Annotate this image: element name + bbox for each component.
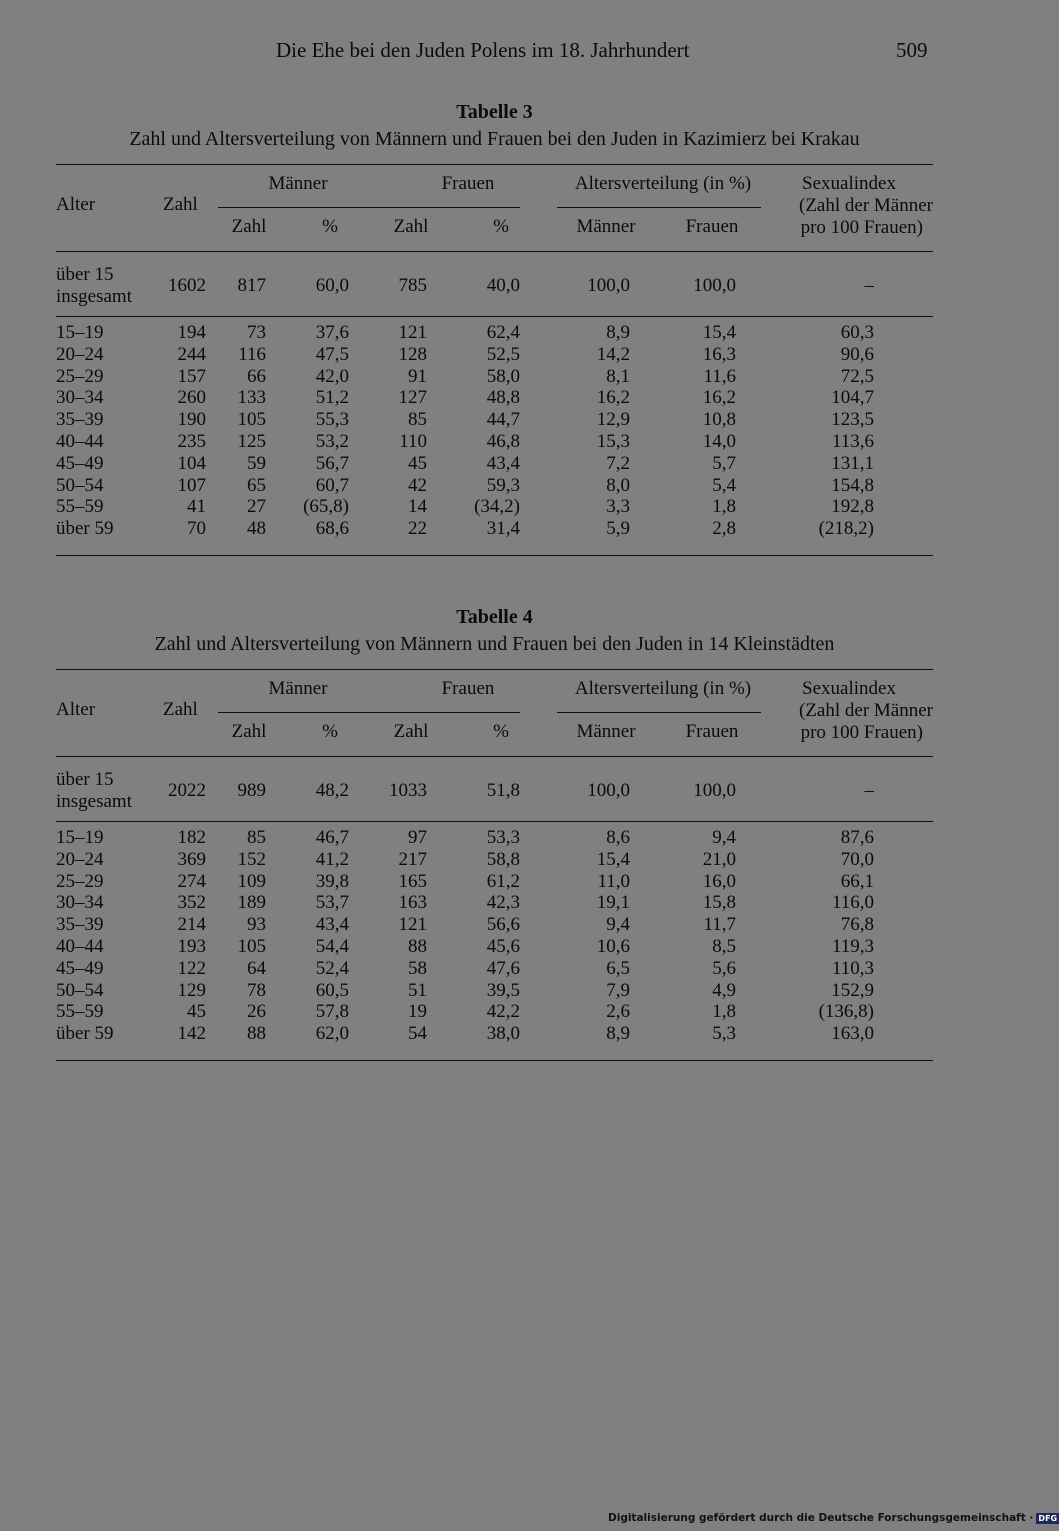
cell-av-maenner: 11,0: [597, 870, 630, 892]
dfg-logo: DFG: [1038, 1513, 1058, 1523]
cell-frauen-zahl: 110: [399, 430, 427, 452]
header-sexualindex-line2: (Zahl der Männer: [799, 195, 933, 216]
table-row: [56, 431, 933, 453]
cell-av-maenner: 7,2: [606, 452, 630, 474]
summary-label-line1: über 15: [56, 264, 114, 285]
cell-maenner-zahl: 26: [247, 1001, 266, 1023]
cell-av-maenner: 8,9: [606, 322, 630, 343]
cell-frauen-pct: 56,6: [486, 914, 520, 936]
cell-maenner-zahl: 27: [247, 496, 266, 518]
summary-label-line2: insgesamt: [56, 286, 132, 307]
header-sexualindex: Sexualindex: [802, 173, 896, 194]
cell-alter: über 59: [56, 518, 114, 540]
cell-zahl: 235: [177, 430, 206, 452]
cell-zahl: 41: [187, 496, 206, 518]
summary-maenner-zahl: 817: [237, 275, 266, 296]
table-row: [56, 914, 933, 936]
cell-frauen-zahl: 88: [408, 935, 427, 957]
cell-av-maenner: 9,4: [606, 914, 630, 936]
cell-frauen-pct: 58,0: [486, 365, 520, 387]
cell-alter: über 59: [56, 1023, 114, 1045]
cell-sexualindex: (218,2): [818, 518, 874, 540]
cell-frauen-zahl: 58: [408, 957, 427, 979]
cell-alter: 15–19: [56, 827, 104, 848]
subheader-maenner-zahl: Zahl: [231, 216, 267, 237]
cell-frauen-pct: 45,6: [486, 935, 520, 957]
summary-rule: [56, 821, 933, 822]
cell-maenner-zahl: 93: [247, 914, 266, 936]
table-row: [56, 1023, 933, 1045]
top-rule: [56, 669, 933, 670]
cell-av-frauen: 5,3: [712, 1023, 736, 1045]
cell-alter: 20–24: [56, 848, 104, 870]
cell-maenner-pct: 43,4: [315, 914, 349, 936]
cell-maenner-zahl: 189: [237, 892, 266, 914]
cell-maenner-pct: 56,7: [315, 452, 349, 474]
cell-maenner-pct: 39,8: [315, 870, 349, 892]
header-sexualindex-line2: (Zahl der Männer: [799, 700, 933, 721]
table-caption: Zahl und Altersverteilung von Männern und Frauen bei den Juden in Kazimierz bei Krakau: [129, 128, 860, 150]
table-caption: Zahl und Altersverteilung von Männern und Frauen bei den Juden in 14 Kleinstädten: [154, 633, 835, 655]
cell-frauen-zahl: 54: [408, 1023, 427, 1045]
cell-sexualindex: 66,1: [840, 870, 874, 892]
table-row: [56, 980, 933, 1002]
header-alter: Alter: [56, 699, 96, 720]
cell-frauen-zahl: 85: [408, 409, 427, 431]
cell-sexualindex: 90,6: [840, 343, 874, 365]
cell-frauen-zahl: 19: [408, 1001, 427, 1023]
cell-maenner-zahl: 133: [237, 387, 266, 409]
summary-zahl: 2022: [168, 780, 206, 801]
data-rows: [56, 827, 933, 1045]
cell-zahl: 157: [177, 365, 206, 387]
footer-text: Digitalisierung gefördert durch die Deutsche Forschungsgemeinschaft ·: [608, 1512, 1034, 1524]
cell-sexualindex: 123,5: [831, 409, 874, 431]
table-row: [56, 387, 933, 409]
running-head: [0, 38, 1000, 68]
cell-alter: 15–19: [56, 322, 104, 343]
cell-sexualindex: 152,9: [831, 979, 874, 1001]
table-row: [56, 936, 933, 958]
table-row: [56, 871, 933, 893]
subheader-frauen-pct: %: [493, 721, 509, 742]
cell-maenner-zahl: 88: [247, 1023, 266, 1045]
table-row: [56, 366, 933, 388]
table-title: Tabelle 3: [456, 101, 533, 123]
cell-frauen-pct: 42,3: [486, 892, 520, 914]
header-zahl: Zahl: [163, 699, 198, 720]
cell-av-frauen: 5,7: [712, 452, 736, 474]
cell-alter: 25–29: [56, 365, 104, 387]
header-rule: [56, 756, 933, 757]
summary-sexualindex: –: [864, 275, 874, 296]
cell-frauen-pct: 42,2: [486, 1001, 520, 1023]
cell-sexualindex: 70,0: [840, 848, 874, 870]
summary-maenner-pct: 60,0: [315, 275, 349, 296]
cell-frauen-pct: 47,6: [486, 957, 520, 979]
cell-av-frauen: 15,4: [702, 322, 736, 343]
cell-frauen-pct: 43,4: [486, 452, 520, 474]
cell-maenner-pct: 55,3: [315, 409, 349, 431]
header-sexualindex: Sexualindex: [802, 678, 896, 699]
cell-maenner-pct: 62,0: [315, 1023, 349, 1045]
cell-av-frauen: 11,6: [703, 365, 736, 387]
cell-maenner-pct: 52,4: [315, 957, 349, 979]
header-maenner: Männer: [268, 173, 328, 194]
header-altersverteilung: Altersverteilung (in %): [574, 678, 752, 699]
cell-alter: 40–44: [56, 935, 104, 957]
cell-frauen-pct: 44,7: [486, 409, 520, 431]
cell-frauen-zahl: 127: [398, 387, 427, 409]
cell-zahl: 194: [177, 322, 206, 343]
cell-frauen-zahl: 165: [398, 870, 427, 892]
cell-av-frauen: 16,2: [702, 387, 736, 409]
cell-maenner-zahl: 59: [247, 452, 266, 474]
cell-maenner-zahl: 116: [238, 343, 266, 365]
cell-sexualindex: 192,8: [831, 496, 874, 518]
table-row: [56, 475, 933, 497]
cell-frauen-zahl: 22: [408, 518, 427, 540]
cell-av-maenner: 12,9: [596, 409, 630, 431]
cell-frauen-zahl: 217: [398, 848, 427, 870]
cell-maenner-zahl: 105: [237, 409, 266, 431]
cell-av-maenner: 6,5: [606, 957, 630, 979]
cell-frauen-pct: 52,5: [486, 343, 520, 365]
cell-av-frauen: 11,7: [703, 914, 736, 936]
cell-frauen-zahl: 42: [408, 474, 427, 496]
summary-row: [56, 763, 933, 813]
top-rule: [56, 164, 933, 165]
table-row: [56, 892, 933, 914]
cell-zahl: 274: [177, 870, 206, 892]
summary-av-maenner: 100,0: [587, 780, 630, 801]
subheader-av-frauen: Frauen: [685, 721, 739, 742]
cell-av-maenner: 10,6: [596, 935, 630, 957]
header-rule: [56, 251, 933, 252]
cell-av-frauen: 16,0: [702, 870, 736, 892]
running-title: Die Ehe bei den Juden Polens im 18. Jahrhundert: [276, 38, 690, 62]
table-row: [56, 849, 933, 871]
cell-zahl: 260: [177, 387, 206, 409]
summary-frauen-pct: 40,0: [486, 275, 520, 296]
cell-maenner-pct: 46,7: [315, 827, 349, 848]
cell-frauen-pct: 59,3: [486, 474, 520, 496]
cell-alter: 50–54: [56, 979, 104, 1001]
cell-av-maenner: 8,0: [606, 474, 630, 496]
table-4: [56, 603, 933, 1059]
cell-frauen-zahl: 121: [398, 322, 427, 343]
cell-sexualindex: 104,7: [831, 387, 874, 409]
cell-alter: 55–59: [56, 496, 104, 518]
cell-zahl: 214: [177, 914, 206, 936]
subheader-maenner-pct: %: [322, 721, 338, 742]
cell-av-frauen: 2,8: [712, 518, 736, 540]
cell-sexualindex: 154,8: [831, 474, 874, 496]
cell-zahl: 182: [177, 827, 206, 848]
cell-sexualindex: 110,3: [831, 957, 874, 979]
cell-maenner-zahl: 152: [237, 848, 266, 870]
cell-maenner-pct: 37,6: [315, 322, 349, 343]
subheader-frauen-pct: %: [493, 216, 509, 237]
cell-maenner-pct: 47,5: [315, 343, 349, 365]
cell-maenner-pct: 54,4: [315, 935, 349, 957]
cell-maenner-pct: 60,5: [315, 979, 349, 1001]
header-frauen: Frauen: [441, 678, 495, 699]
cell-frauen-pct: (34,2): [474, 496, 520, 518]
data-table: [56, 154, 933, 554]
cell-frauen-zahl: 14: [408, 496, 427, 518]
cell-frauen-pct: 53,3: [486, 827, 520, 848]
cell-frauen-pct: 62,4: [486, 322, 520, 343]
cell-av-frauen: 8,5: [712, 935, 736, 957]
cell-av-maenner: 15,3: [596, 430, 630, 452]
cell-maenner-pct: 51,2: [315, 387, 349, 409]
cell-zahl: 129: [177, 979, 206, 1001]
cell-maenner-zahl: 125: [237, 430, 266, 452]
header-sexualindex-line3: pro 100 Frauen): [800, 217, 923, 238]
cell-zahl: 193: [177, 935, 206, 957]
cell-alter: 45–49: [56, 452, 104, 474]
cell-zahl: 104: [177, 452, 206, 474]
cell-av-frauen: 15,8: [702, 892, 736, 914]
summary-av-maenner: 100,0: [587, 275, 630, 296]
cell-maenner-zahl: 66: [247, 365, 266, 387]
cell-maenner-pct: 60,7: [315, 474, 349, 496]
cell-av-maenner: 3,3: [606, 496, 630, 518]
cell-av-maenner: 8,1: [606, 365, 630, 387]
summary-sexualindex: –: [864, 780, 874, 801]
cell-frauen-zahl: 91: [408, 365, 427, 387]
digitization-footer: [608, 1512, 1059, 1524]
cell-maenner-zahl: 78: [247, 979, 266, 1001]
cell-frauen-pct: 61,2: [486, 870, 520, 892]
subheader-frauen-zahl: Zahl: [393, 216, 429, 237]
cell-av-frauen: 5,6: [712, 957, 736, 979]
cell-frauen-zahl: 45: [408, 452, 427, 474]
cell-sexualindex: (136,8): [818, 1001, 874, 1023]
cell-maenner-pct: 53,2: [315, 430, 349, 452]
cell-frauen-zahl: 51: [408, 979, 427, 1001]
cell-av-frauen: 1,8: [712, 496, 736, 518]
cell-alter: 45–49: [56, 957, 104, 979]
cell-av-frauen: 5,4: [712, 474, 736, 496]
cell-alter: 20–24: [56, 343, 104, 365]
cell-sexualindex: 60,3: [840, 322, 874, 343]
cell-zahl: 142: [177, 1023, 206, 1045]
summary-maenner-zahl: 989: [237, 780, 266, 801]
table-row: [56, 496, 933, 518]
cell-maenner-pct: 57,8: [315, 1001, 349, 1023]
table-title: Tabelle 4: [456, 606, 533, 628]
cell-frauen-pct: 48,8: [486, 387, 520, 409]
subheader-av-maenner: Männer: [576, 216, 636, 237]
summary-av-frauen: 100,0: [693, 275, 736, 296]
cell-av-maenner: 15,4: [596, 848, 630, 870]
table-row: [56, 409, 933, 431]
cell-zahl: 352: [177, 892, 206, 914]
cell-av-maenner: 5,9: [606, 518, 630, 540]
summary-av-frauen: 100,0: [693, 780, 736, 801]
cell-alter: 55–59: [56, 1001, 104, 1023]
cell-zahl: 70: [187, 518, 206, 540]
summary-frauen-pct: 51,8: [486, 780, 520, 801]
header-altersverteilung: Altersverteilung (in %): [574, 173, 752, 194]
cell-zahl: 190: [177, 409, 206, 431]
table-row: [56, 827, 933, 849]
bottom-rule: [56, 555, 933, 556]
table-row: [56, 958, 933, 980]
header-frauen: Frauen: [441, 173, 495, 194]
maenner-frauen-subrule: [218, 712, 520, 713]
cell-maenner-zahl: 64: [247, 957, 266, 979]
cell-av-frauen: 10,8: [702, 409, 736, 431]
cell-frauen-pct: 46,8: [486, 430, 520, 452]
cell-maenner-zahl: 105: [237, 935, 266, 957]
summary-label-line1: über 15: [56, 769, 114, 790]
altersverteilung-subrule: [557, 712, 761, 713]
cell-maenner-zahl: 48: [247, 518, 266, 540]
cell-sexualindex: 131,1: [831, 452, 874, 474]
summary-label-line2: insgesamt: [56, 791, 132, 812]
cell-av-maenner: 8,9: [606, 1023, 630, 1045]
summary-row: [56, 258, 933, 308]
cell-maenner-zahl: 65: [247, 474, 266, 496]
cell-av-frauen: 21,0: [702, 848, 736, 870]
cell-frauen-zahl: 97: [408, 827, 427, 848]
cell-zahl: 369: [177, 848, 206, 870]
table-row: [56, 344, 933, 366]
data-rows: [56, 322, 933, 540]
cell-alter: 25–29: [56, 870, 104, 892]
altersverteilung-subrule: [557, 207, 761, 208]
maenner-frauen-subrule: [218, 207, 520, 208]
table-row: [56, 322, 933, 344]
cell-av-maenner: 2,6: [606, 1001, 630, 1023]
subheader-av-maenner: Männer: [576, 721, 636, 742]
cell-frauen-pct: 38,0: [486, 1023, 520, 1045]
table-row: [56, 518, 933, 540]
cell-frauen-zahl: 163: [398, 892, 427, 914]
cell-sexualindex: 163,0: [831, 1023, 874, 1045]
cell-frauen-pct: 31,4: [486, 518, 520, 540]
cell-maenner-pct: (65,8): [303, 496, 349, 518]
cell-maenner-pct: 68,6: [315, 518, 349, 540]
cell-alter: 35–39: [56, 409, 104, 431]
summary-maenner-pct: 48,2: [315, 780, 349, 801]
cell-frauen-zahl: 128: [398, 343, 427, 365]
cell-maenner-pct: 53,7: [315, 892, 349, 914]
subheader-av-frauen: Frauen: [685, 216, 739, 237]
cell-alter: 30–34: [56, 892, 104, 914]
cell-sexualindex: 119,3: [831, 935, 874, 957]
cell-av-maenner: 19,1: [596, 892, 630, 914]
cell-maenner-zahl: 73: [247, 322, 266, 343]
cell-maenner-pct: 41,2: [315, 848, 349, 870]
header-maenner: Männer: [268, 678, 328, 699]
cell-zahl: 122: [177, 957, 206, 979]
cell-zahl: 107: [177, 474, 206, 496]
header-zahl: Zahl: [163, 194, 198, 215]
cell-av-maenner: 16,2: [596, 387, 630, 409]
cell-alter: 30–34: [56, 387, 104, 409]
summary-zahl: 1602: [168, 275, 206, 296]
cell-av-frauen: 9,4: [712, 827, 736, 848]
cell-av-maenner: 7,9: [606, 979, 630, 1001]
cell-sexualindex: 116,0: [831, 892, 874, 914]
cell-sexualindex: 113,6: [831, 430, 874, 452]
summary-frauen-zahl: 1033: [389, 780, 427, 801]
cell-av-maenner: 14,2: [596, 343, 630, 365]
cell-av-maenner: 8,6: [606, 827, 630, 848]
summary-rule: [56, 316, 933, 317]
cell-av-frauen: 16,3: [702, 343, 736, 365]
table-row: [56, 1001, 933, 1023]
header-alter: Alter: [56, 194, 96, 215]
cell-alter: 40–44: [56, 430, 104, 452]
cell-maenner-pct: 42,0: [315, 365, 349, 387]
cell-maenner-zahl: 85: [247, 827, 266, 848]
subheader-maenner-pct: %: [322, 216, 338, 237]
table-row: [56, 453, 933, 475]
summary-frauen-zahl: 785: [398, 275, 427, 296]
cell-av-frauen: 1,8: [712, 1001, 736, 1023]
cell-zahl: 244: [177, 343, 206, 365]
subheader-frauen-zahl: Zahl: [393, 721, 429, 742]
cell-frauen-pct: 58,8: [486, 848, 520, 870]
table-3: [56, 98, 933, 554]
cell-sexualindex: 87,6: [840, 827, 874, 848]
cell-av-frauen: 14,0: [702, 430, 736, 452]
data-table: [56, 659, 933, 1059]
cell-alter: 35–39: [56, 914, 104, 936]
cell-sexualindex: 72,5: [840, 365, 874, 387]
cell-frauen-pct: 39,5: [486, 979, 520, 1001]
cell-maenner-zahl: 109: [237, 870, 266, 892]
cell-frauen-zahl: 121: [398, 914, 427, 936]
page-number: 509: [896, 38, 928, 62]
cell-zahl: 45: [187, 1001, 206, 1023]
bottom-rule: [56, 1060, 933, 1061]
cell-sexualindex: 76,8: [840, 914, 874, 936]
cell-av-frauen: 4,9: [712, 979, 736, 1001]
header-sexualindex-line3: pro 100 Frauen): [800, 722, 923, 743]
subheader-maenner-zahl: Zahl: [231, 721, 267, 742]
cell-alter: 50–54: [56, 474, 104, 496]
